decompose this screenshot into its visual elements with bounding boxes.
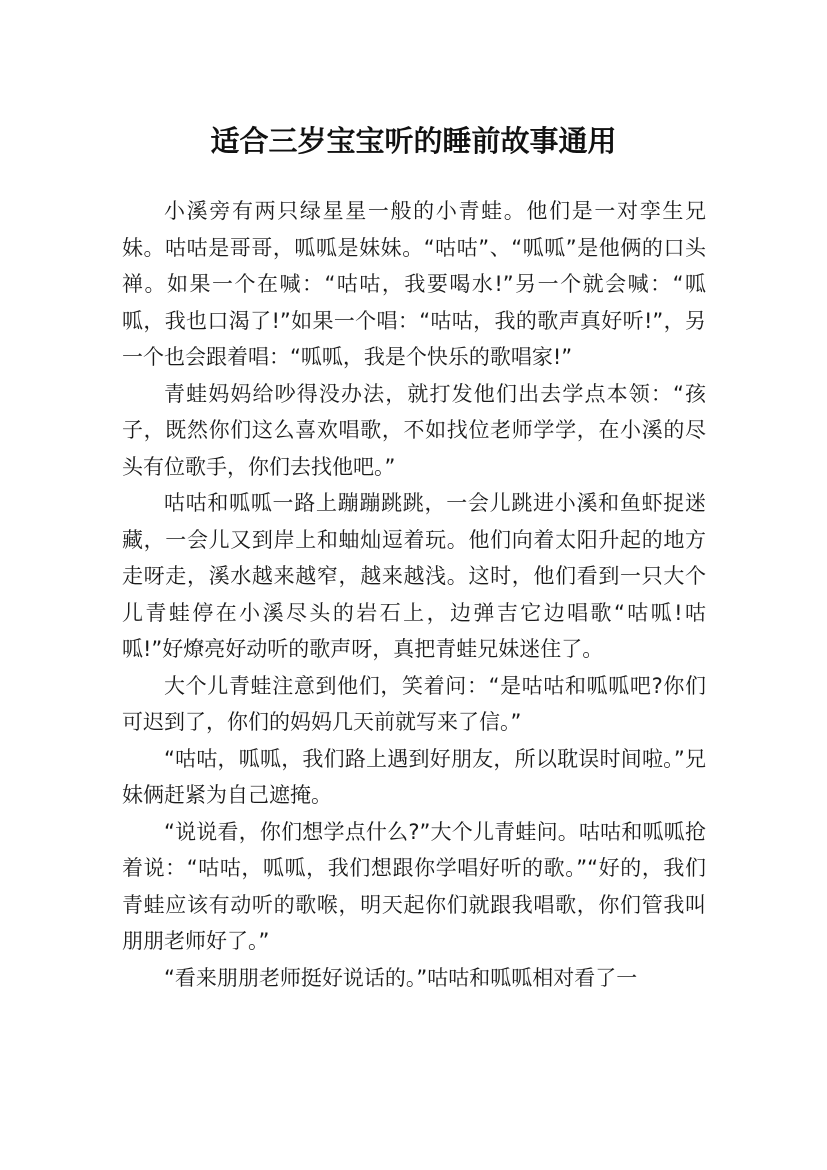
- document-title: 适合三岁宝宝听的睡前故事通用: [210, 124, 617, 159]
- story-body: [122, 193, 706, 996]
- paragraph-5: “咕咕，呱呱，我们路上遇到好朋友，所以耽误时间啦。”兄妹俩赶紧为自己遮掩。: [122, 746, 706, 807]
- paragraph-7: “看来朋朋老师挺好说话的。”咕咕和呱呱相对看了一: [164, 965, 638, 990]
- paragraph-2: 青蛙妈妈给吵得没办法，就打发他们出去学点本领：“孩子，既然你们这么喜欢唱歌，不如找位老师学学，在小溪的尽头有位歌手，你们去找他吧。”: [122, 381, 706, 479]
- paragraph-1: 小溪旁有两只绿星星一般的小青蛙。他们是一对孪生兄妹。咕咕是哥哥，呱呱是妹妹。“咕咕”、“呱呱”是他俩的口头禅。如果一个在喊：“咕咕，我要喝水!”另一个就会喊：“呱呱，我也口渴了!”如果一个唱：“咕咕，我的歌声真好听!”，另一个也会跟着唱：“呱呱，我是个快乐的歌唱家!”: [122, 199, 706, 369]
- paragraph-3: 咕咕和呱呱一路上蹦蹦跳跳，一会儿跳进小溪和鱼虾捉迷藏，一会儿又到岸上和蚰灿逗着玩。他们向着太阳升起的地方走呀走，溪水越来越窄，越来越浅。这时，他们看到一只大个儿青蛙停在小溪尽头的岩石上，边弹吉它边唱歌“咕呱!咕呱!”好燎亮好动听的歌声呀，真把青蛙兄妹迷住了。: [122, 491, 706, 661]
- paragraph-6: “说说看，你们想学点什么?”大个儿青蛙问。咕咕和呱呱抢着说：“咕咕，呱呱，我们想跟你学唱好听的歌。”“好的，我们青蛙应该有动听的歌喉，明天起你们就跟我唱歌，你们管我叫朋朋老师好了。”: [122, 819, 706, 953]
- paragraph-4: 大个儿青蛙注意到他们，笑着问：“是咕咕和呱呱吧?你们可迟到了，你们的妈妈几天前就写来了信。”: [122, 673, 706, 734]
